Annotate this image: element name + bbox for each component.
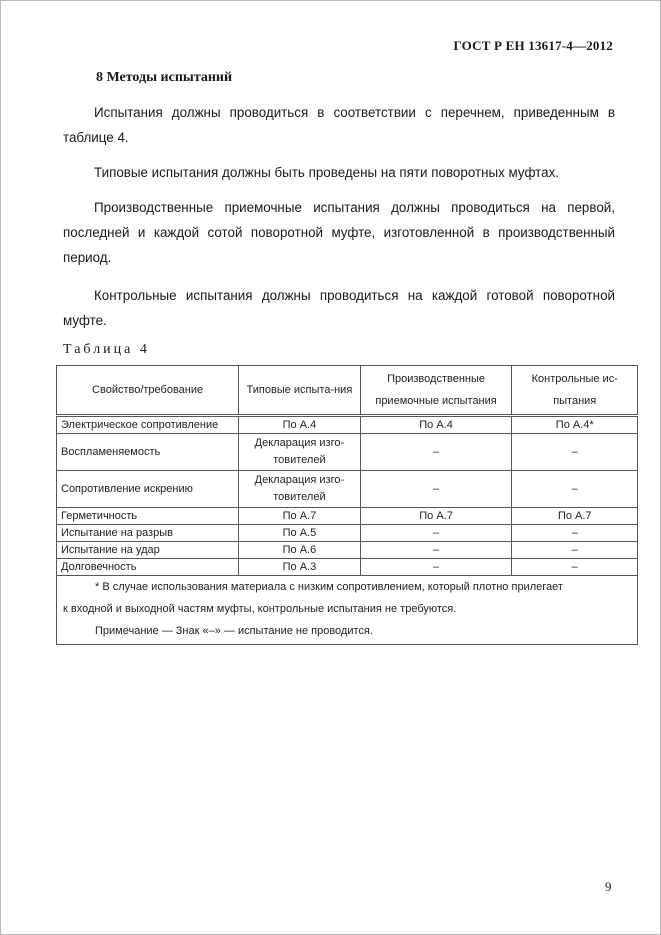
row-control-test: – [512,542,638,559]
row-control-test: – [512,559,638,576]
table-row [57,471,638,508]
row-production-test: – [360,434,512,471]
row-production-test: По А.4 [360,416,512,434]
document-header: ГОСТ Р ЕН 13617-4—2012 [453,38,613,53]
header-production-tests: Производственные приемочные испытания [360,366,512,416]
table-row [57,416,638,434]
table-footnote-line-2: к входной и выходной частям муфты, контрольные испытания не требуются. [63,603,457,615]
row-production-test: – [360,542,512,559]
section-title: 8 Методы испытаний [96,70,233,85]
row-control-test: – [512,434,638,471]
row-type-test: По А.3 [239,559,360,576]
row-control-test: По А.4* [512,416,638,434]
paragraph-2: Типовые испытания должны быть проведены на пяти поворотных муфтах. [94,165,560,180]
row-type-test: По А.7 [239,508,360,525]
table-row [57,508,638,525]
row-type-test: Декларация изго-товителей [239,471,360,508]
table-row [57,542,638,559]
row-property: Электрическое сопротивление [57,416,239,434]
table-footnote-cell [57,576,638,645]
tests-table [56,365,638,645]
table-row [57,525,638,542]
row-type-test: По А.5 [239,525,360,542]
page-number: 9 [605,879,612,894]
header-control-tests: Контрольные ис-пытания [512,366,638,416]
row-control-test: – [512,471,638,508]
paragraph-1: Испытания должны проводиться в соответствии с перечнем, приведенным в таблице 4. [63,105,615,145]
header-type-tests: Типовые испыта-ния [239,366,360,416]
row-property: Воспламеняемость [57,434,239,471]
row-production-test: По А.7 [360,508,512,525]
row-property: Испытание на удар [57,542,239,559]
row-control-test: По А.7 [512,508,638,525]
row-property: Сопротивление искрению [57,471,239,508]
row-type-test: По А.4 [239,416,360,434]
header-property: Свойство/требование [57,366,239,416]
table-row [57,434,638,471]
row-type-test: Декларация изго-товителей [239,434,360,471]
table-note: Примечание — Знак «–» — испытание не проводится. [95,625,373,637]
table-row [57,559,638,576]
table-caption: Таблица 4 [63,342,150,357]
row-type-test: По А.6 [239,542,360,559]
table-footnote-line-1: * В случае использования материала с низким сопротивлением, который плотно прилегает [95,581,563,593]
row-property: Долговечность [57,559,239,576]
paragraph-4: Контрольные испытания должны проводиться на каждой готовой поворотной муфте. [63,288,615,328]
row-production-test: – [360,471,512,508]
row-property: Испытание на разрыв [57,525,239,542]
row-property: Герметичность [57,508,239,525]
paragraph-3: Производственные приемочные испытания должны проводиться на первой, последней и каждой сотой поворотной муфте, изготовленной в производственный период. [63,200,615,265]
row-production-test: – [360,559,512,576]
row-control-test: – [512,525,638,542]
table-header-row [57,366,638,416]
row-production-test: – [360,525,512,542]
table-footnote-row [57,576,638,645]
